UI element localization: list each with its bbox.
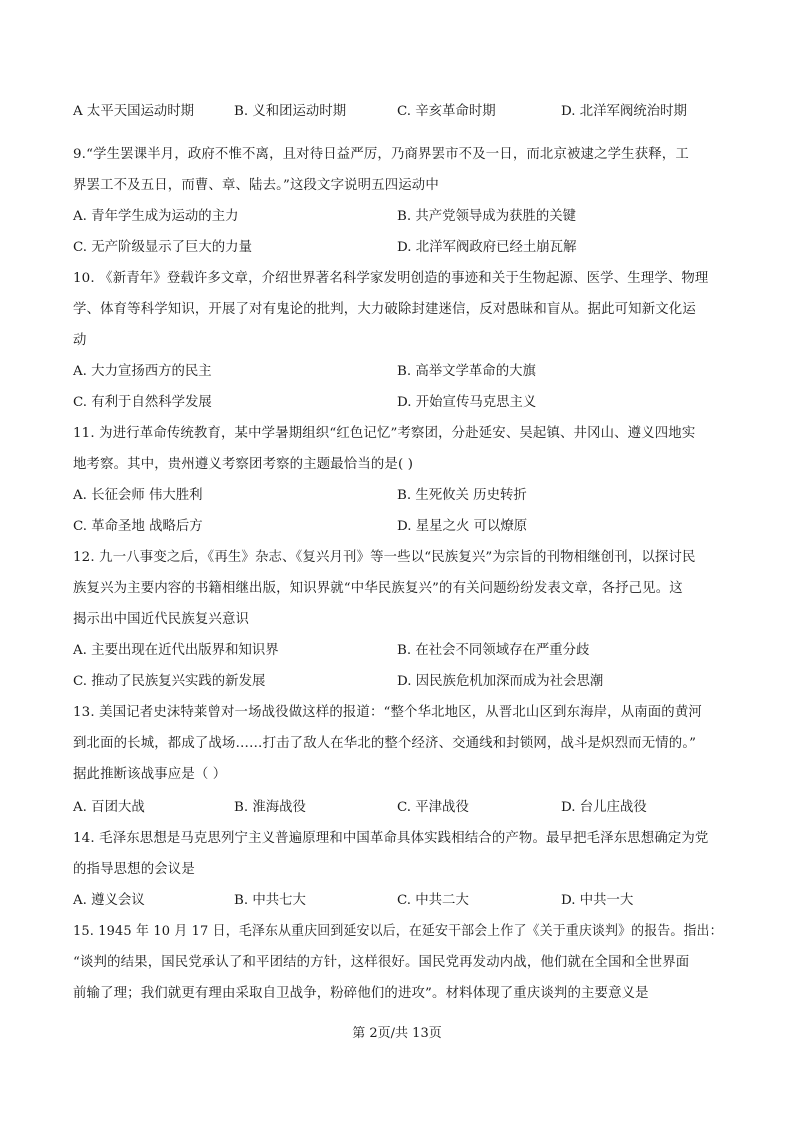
q14-stem-line-2: 的指导思想的会议是 bbox=[73, 862, 195, 877]
q11-option-c: C. 革命圣地 战略后方 bbox=[73, 519, 203, 534]
q12-stem-line-2: 族复兴为主要内容的书籍相继出版，知识界就“中华民族复兴”的有关问题纷纷发表文章，各抒己见。这 bbox=[73, 581, 683, 596]
q11-option-d: D. 星星之火 可以燎原 bbox=[397, 519, 528, 534]
q10-stem-line-3: 动 bbox=[73, 333, 87, 348]
q10-option-c: C. 有利于自然科学发展 bbox=[73, 395, 212, 410]
q9-stem-line-2: 界罢工不及五日，而曹、章、陆去。”这段文字说明五四运动中 bbox=[73, 178, 439, 193]
q13-stem-line-3: 据此推断该战事应是（ ） bbox=[73, 767, 227, 782]
q13-option-c: C. 平津战役 bbox=[397, 800, 469, 815]
q13-option-d: D. 台儿庄战役 bbox=[561, 800, 647, 815]
q13-stem-line-1: 13. 美国记者史沫特莱曾对一场战役做这样的报道：“整个华北地区，从晋北山区到东海岸，从南面的黄河 bbox=[73, 705, 702, 720]
q11-stem-line-1: 11. 为进行革命传统教育，某中学暑期组织“红色记忆”考察团，分赴延安、吴起镇、井冈山、遵义四地实 bbox=[73, 426, 696, 441]
q13-option-b: B. 淮海战役 bbox=[234, 800, 306, 815]
q9-option-b: B. 共产党领导成为获胜的关键 bbox=[397, 209, 577, 224]
q9-stem-line-1: 9.“学生罢课半月，政府不惟不离，且对待日益严厉，乃商界罢市不及一日，而北京被逮之学生获释，工 bbox=[73, 147, 689, 162]
q10-stem-line-2: 学、体育等科学知识，开展了对有鬼论的批判，大力破除封建迷信，反对愚昧和盲从。据此可知新文化运 bbox=[73, 302, 696, 317]
q15-stem-line-3: 前输了理；我们就更有理由采取自卫战争，粉碎他们的进攻”。材料体现了重庆谈判的主要意义是 bbox=[73, 986, 649, 1001]
q8-option-d: D. 北洋军阀统治时期 bbox=[561, 104, 687, 119]
q9-option-c: C. 无产阶级显示了巨大的力量 bbox=[73, 240, 252, 255]
page-number-footer: 第 2页/共 13页 bbox=[352, 1026, 442, 1041]
q11-option-a: A. 长征会师 伟大胜利 bbox=[73, 488, 203, 503]
q14-option-b: B. 中共七大 bbox=[234, 893, 306, 908]
q12-stem-line-1: 12. 九一八事变之后，《再生》杂志、《复兴月刊》等一些以“民族复兴”为宗旨的刊物相继创刊，以探讨民 bbox=[73, 550, 696, 565]
q12-option-b: B. 在社会不同领域存在严重分歧 bbox=[397, 643, 590, 658]
q14-stem-line-1: 14. 毛泽东思想是马克思列宁主义普遍原理和中国革命具体实践相结合的产物。最早把毛泽东思想确定为党 bbox=[73, 831, 709, 846]
q8-option-a: A 太平天国运动时期 bbox=[73, 104, 195, 119]
q12-option-a: A. 主要出现在近代出版界和知识界 bbox=[73, 643, 279, 658]
q14-option-a: A. 遵义会议 bbox=[73, 893, 145, 908]
q11-option-b: B. 生死攸关 历史转折 bbox=[397, 488, 527, 503]
q8-option-c: C. 辛亥革命时期 bbox=[397, 104, 496, 119]
q8-option-b: B. 义和团运动时期 bbox=[234, 104, 347, 119]
q10-option-a: A. 大力宣扬西方的民主 bbox=[73, 364, 212, 379]
q13-stem-line-2: 到北面的长城，都成了战场……打击了敌人在华北的整个经济、交通线和封锁网，战斗是炽烈而无情的。” bbox=[73, 736, 697, 751]
q13-option-a: A. 百团大战 bbox=[73, 800, 145, 815]
q12-option-d: D. 因民族危机加深而成为社会思潮 bbox=[397, 674, 604, 689]
q9-option-d: D. 北洋军阀政府已经土崩瓦解 bbox=[397, 240, 577, 255]
q10-option-d: D. 开始宣传马克思主义 bbox=[397, 395, 537, 410]
q14-option-d: D. 中共一大 bbox=[561, 893, 634, 908]
q12-stem-line-3: 揭示出中国近代民族复兴意识 bbox=[73, 612, 250, 627]
q10-option-b: B. 高举文学革命的大旗 bbox=[397, 364, 536, 379]
q15-stem-line-2: “谈判的结果，国民党承认了和平团结的方针，这样很好。国民党再发动内战，他们就在全国和全世界面 bbox=[73, 955, 690, 970]
q10-stem-line-1: 10. 《新青年》登载许多文章，介绍世界著名科学家发明创造的事迹和关于生物起源、医学、生理学、物理 bbox=[73, 271, 709, 286]
q11-stem-line-2: 地考察。其中，贵州遵义考察团考察的主题最恰当的是( ) bbox=[73, 457, 414, 472]
q14-option-c: C. 中共二大 bbox=[397, 893, 469, 908]
q9-option-a: A. 青年学生成为运动的主力 bbox=[73, 209, 239, 224]
q12-option-c: C. 推动了民族复兴实践的新发展 bbox=[73, 674, 266, 689]
q15-stem-line-1: 15. 1945 年 10 月 17 日，毛泽东从重庆回到延安以后，在延安干部会上作了《关于重庆谈判》的报告。指出： bbox=[73, 924, 723, 939]
